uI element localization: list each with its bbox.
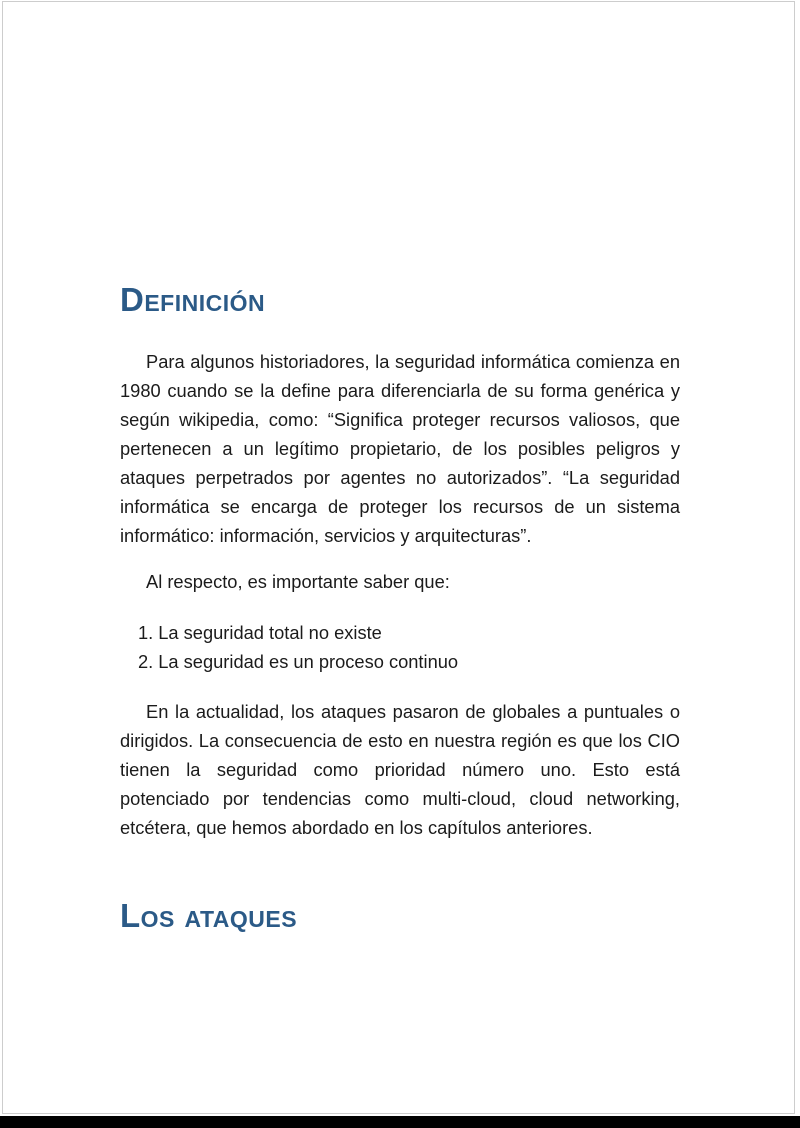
section-heading-los-ataques: Los ataques (120, 897, 298, 934)
paragraph-al-respecto: Al respecto, es importante saber que: (146, 571, 450, 592)
numbered-list (138, 618, 680, 676)
list-item (138, 647, 680, 676)
page-content (120, 283, 680, 932)
page-gap-bar (0, 1116, 800, 1128)
list-item-text: La seguridad total no existe (158, 622, 382, 643)
document-page (2, 1, 795, 1114)
list-item (138, 618, 680, 647)
list-item-number: 1. (138, 622, 154, 643)
section-heading-definicion: Definición (120, 281, 266, 318)
list-item-text: La seguridad es un proceso continuo (158, 651, 459, 672)
list-item-number: 2. (138, 651, 154, 672)
paragraph-definition-intro: Para algunos historiadores, la seguridad informática comienza en 1980 cuando se la define para diferenciarla de su forma genérica y según wikipedia, como: “Significa proteger recursos valiosos, que pertenecen a un legítimo propietario, de los posibles peligros y ataques perpetrados por agentes no autorizados”. “La seguridad informática se encarga de proteger los recursos de un sistema informático: información, servicios y arquitecturas”. (120, 351, 680, 546)
paragraph-actualidad: En la actualidad, los ataques pasaron de globales a puntuales o dirigidos. La consecuencia de esto en nuestra región es que los CIO tienen la seguridad como prioridad número uno. Esto está potenciado por tendencias como multi-cloud, cloud networking, etcétera, que hemos abordado en los capítulos anteriores. (120, 701, 680, 838)
